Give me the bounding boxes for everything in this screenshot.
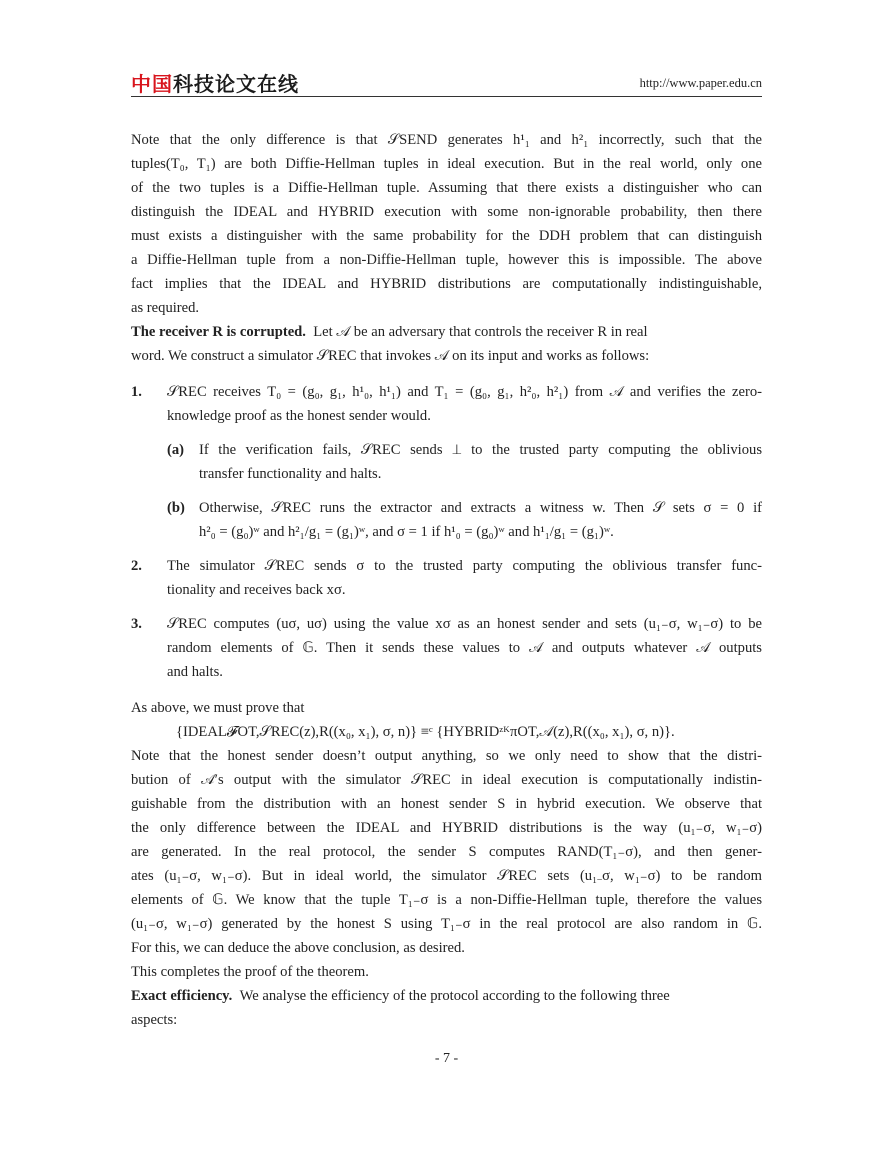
list-number: 3. <box>131 616 142 632</box>
text-line: 𝒮REC computes (uσ, uσ) using the value xσ as an honest sender and sets (u₁₋σ, w₁₋σ) to be <box>167 616 762 632</box>
logo-dark-text: 科技论文在线 <box>173 72 299 96</box>
text-line: 𝒮REC receives T₀ = (g₀, g₁, h¹₀, h¹₁) and T₁ = (g₀, g₁, h²₀, h²₁) from 𝒜 and verifies the zero- <box>167 384 762 400</box>
header-url[interactable]: http://www.paper.edu.cn <box>639 76 762 90</box>
list-item <box>131 496 762 544</box>
text-line: distinguish the IDEAL and HYBRID execution with some non-ignorable probability, then there <box>131 204 762 220</box>
spacer <box>131 368 762 380</box>
text-line: word. We construct a simulator 𝒮REC that invokes 𝒜 on its input and works as follows: <box>131 348 650 364</box>
spacer <box>131 486 762 496</box>
text-line <box>131 984 762 1008</box>
text-line: Note that the honest sender doesn’t output anything, so we only need to show that the distri- <box>131 748 762 764</box>
text-line: For this, we can deduce the above conclusion, as desired. <box>131 940 465 956</box>
text-line: a Diffie-Hellman tuple from a non-Diffie-Hellman tuple, however this is impossible. The above <box>131 252 762 268</box>
text-line: elements of 𝔾. We know that the tuple T₁₋σ is a non-Diffie-Hellman tuple, therefore the values <box>131 892 762 908</box>
section-heading: The receiver R is corrupted. <box>131 324 306 340</box>
text-line: are generated. In the real protocol, the sender S computes RAND(T₁₋σ), and then gener- <box>131 844 762 860</box>
text-line: tuples(T₀, T₁) are both Diffie-Hellman tuples in ideal execution. But in the real world, only one <box>131 156 762 172</box>
text-line: fact implies that the IDEAL and HYBRID distributions are computationally indistinguishable, <box>131 276 762 292</box>
text-line: must exists a distinguisher with the same probability for the DDH problem that can distinguish <box>131 228 762 244</box>
text-line: ates (u₁₋σ, w₁₋σ). But in ideal world, the simulator 𝒮REC sets (u₁₋σ, w₁₋σ) to be random <box>131 868 762 884</box>
text-fragment: We analyse the efficiency of the protocol according to the following three <box>239 988 670 1004</box>
paragraph-exact-efficiency <box>131 984 762 1032</box>
list-item <box>131 612 762 684</box>
text-line: of the two tuples is a Diffie-Hellman tuple. Assuming that there exists a distinguisher who can <box>131 180 762 196</box>
text-line: as required. <box>131 300 200 316</box>
page-number: - 7 - <box>434 1051 459 1066</box>
list-number: 2. <box>131 558 142 574</box>
text-line: (u₁₋σ, w₁₋σ) generated by the honest S using T₁₋σ in the real protocol are also random in 𝔾. <box>131 916 762 932</box>
main-content <box>131 128 762 1032</box>
spacer <box>131 602 762 612</box>
text-line: guishable from the distribution with an honest sender S in hybrid execution. We observe that <box>131 796 762 812</box>
text-line: random elements of 𝔾. Then it sends these values to 𝒜 and outputs whatever 𝒜 outputs <box>167 640 762 656</box>
text-line: and halts. <box>167 664 223 680</box>
list-number: (a) <box>167 442 185 458</box>
page-header <box>131 66 762 97</box>
spacer <box>131 544 762 554</box>
logo-red-text: 中国 <box>131 72 173 96</box>
section-heading: Exact efficiency. <box>131 988 233 1004</box>
text-line: The simulator 𝒮REC sends σ to the trusted party computing the oblivious transfer func- <box>167 558 762 574</box>
text-fragment: Let 𝒜 be an adversary that controls the receiver R in real <box>313 324 648 340</box>
paragraph-ideal-hybrid <box>131 128 762 320</box>
text-line: knowledge proof as the honest sender would. <box>167 408 431 424</box>
text-line: This completes the proof of the theorem. <box>131 964 369 980</box>
text-line: aspects: <box>131 1012 178 1028</box>
spacer <box>131 428 762 438</box>
text-line: tionality and receives back xσ. <box>167 582 346 598</box>
text-line: transfer functionality and halts. <box>199 466 382 482</box>
text-line: If the verification fails, 𝒮REC sends ⊥ to the trusted party computing the oblivious <box>199 442 762 458</box>
text-line: As above, we must prove that <box>131 700 305 716</box>
equation: {IDEAL𝓕OT,𝒮REC(z),R((x₀, x₁), σ, n)} ≡ᶜ {HYBRIDᶻᴷπOT,𝒜(z),R((x₀, x₁), σ, n)}. <box>176 724 675 740</box>
text-line: Note that the only difference is that 𝒮SEND generates h¹₁ and h²₁ incorrectly, such that the <box>131 132 762 148</box>
text-line: the only difference between the IDEAL and HYBRID distributions is the way (u₁₋σ, w₁₋σ) <box>131 820 762 836</box>
paragraph-receiver-corrupted <box>131 320 762 368</box>
site-logo <box>131 68 299 97</box>
text-line: bution of 𝒜′s output with the simulator 𝒮REC in ideal execution is computationally indistin- <box>131 772 762 788</box>
list-number: (b) <box>167 500 185 516</box>
spacer <box>131 684 762 696</box>
list-item <box>131 554 762 602</box>
text-line: Otherwise, 𝒮REC runs the extractor and extracts a witness w. Then 𝒮 sets σ = 0 if <box>199 500 762 516</box>
text-line <box>131 320 762 344</box>
text-line: h²₀ = (g₀)ʷ and h²₁/g₁ = (g₁)ʷ, and σ = 1 if h¹₀ = (g₀)ʷ and h¹₁/g₁ = (g₁)ʷ. <box>199 524 614 540</box>
list-item <box>131 438 762 486</box>
list-item <box>131 380 762 428</box>
list-number: 1. <box>131 384 142 400</box>
paragraph-output-analysis <box>131 744 762 960</box>
